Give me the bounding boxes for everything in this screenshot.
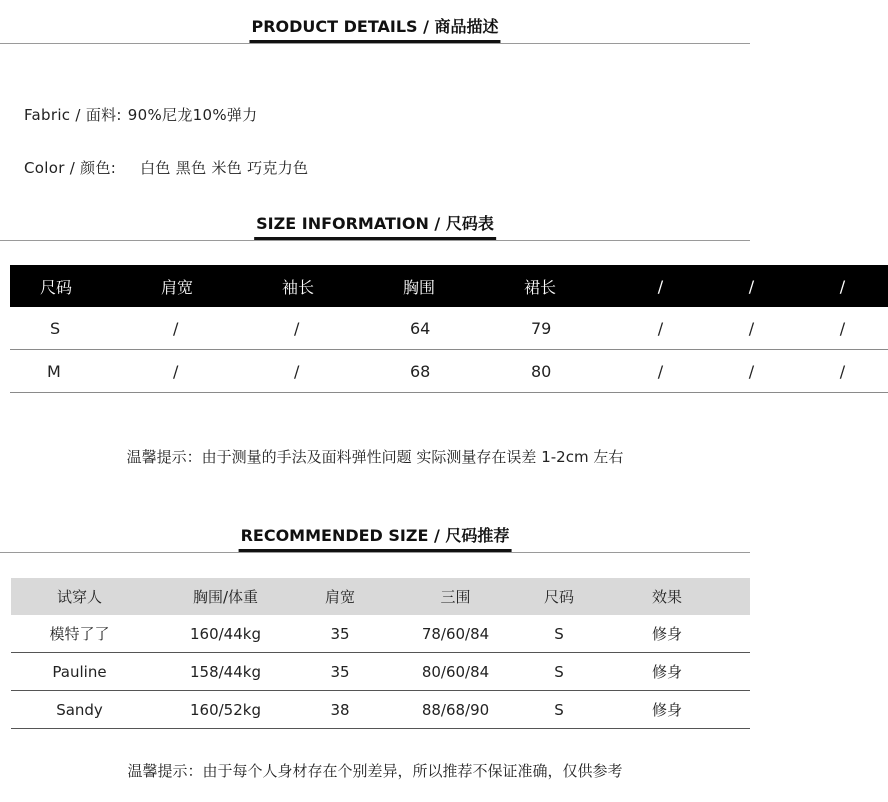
size-header-cell: 肩宽	[131, 265, 252, 307]
divider-line	[0, 43, 750, 44]
size-cell: M	[10, 350, 131, 393]
fabric-line	[24, 104, 257, 125]
size-header-cell: /	[706, 265, 797, 307]
recommended-cell: 修身	[584, 691, 750, 729]
size-header-cell: /	[615, 265, 706, 307]
size-cell: 80	[494, 350, 615, 393]
recommended-size-table	[11, 578, 750, 729]
recommended-size-title: RECOMMENDED SIZE / 尺码推荐	[239, 523, 512, 552]
divider-line	[0, 240, 750, 241]
recommendation-note: 温馨提示：由于每个人身材存在个别差异，所以推荐不保证准确，仅供参考	[127, 762, 623, 780]
product-details-header	[0, 14, 750, 44]
recommended-header-cell: 胸围/体重	[148, 578, 303, 615]
size-information-header	[0, 211, 750, 241]
table-row	[11, 691, 750, 729]
size-header-cell: 裙长	[494, 265, 615, 307]
recommended-cell: Sandy	[11, 691, 148, 729]
table-row	[10, 350, 888, 393]
size-cell: /	[797, 307, 888, 350]
recommended-header-cell: 尺码	[534, 578, 584, 615]
table-row	[10, 307, 888, 350]
recommended-cell: S	[534, 691, 584, 729]
size-cell: /	[615, 307, 706, 350]
size-header-cell: 袖长	[252, 265, 373, 307]
recommended-header-cell: 效果	[584, 578, 750, 615]
recommended-cell: 78/60/84	[377, 615, 534, 653]
recommended-header-cell: 试穿人	[11, 578, 148, 615]
fabric-value: 90%尼龙10%弹力	[127, 106, 258, 124]
size-cell: /	[615, 350, 706, 393]
recommended-header-cell: 肩宽	[303, 578, 377, 615]
recommended-cell: 修身	[584, 653, 750, 691]
size-cell: /	[252, 307, 373, 350]
recommended-cell: 88/68/90	[377, 691, 534, 729]
recommended-table-header-row	[11, 578, 750, 615]
color-line	[24, 157, 308, 178]
size-cell: 68	[373, 350, 494, 393]
size-cell: /	[131, 307, 252, 350]
recommended-cell: 修身	[584, 615, 750, 653]
color-value: 白色 黑色 米色 巧克力色	[140, 159, 309, 177]
size-cell: /	[131, 350, 252, 393]
size-cell: /	[797, 350, 888, 393]
recommended-cell: 80/60/84	[377, 653, 534, 691]
size-cell: 64	[373, 307, 494, 350]
recommended-cell: S	[534, 653, 584, 691]
recommended-cell: 38	[303, 691, 377, 729]
divider-line	[0, 552, 750, 553]
table-row	[11, 615, 750, 653]
size-table-header-row	[10, 265, 888, 307]
size-information-title: SIZE INFORMATION / 尺码表	[254, 211, 496, 240]
size-header-cell: 尺码	[10, 265, 131, 307]
size-cell: /	[706, 307, 797, 350]
table-row	[11, 653, 750, 691]
size-header-cell: 胸围	[373, 265, 494, 307]
recommended-cell: S	[534, 615, 584, 653]
color-label: Color / 颜色:	[24, 159, 117, 177]
recommended-cell: 35	[303, 653, 377, 691]
size-cell: /	[252, 350, 373, 393]
size-table	[10, 265, 888, 393]
recommended-cell: 35	[303, 615, 377, 653]
recommended-cell: 158/44kg	[148, 653, 303, 691]
recommended-header-cell: 三围	[377, 578, 534, 615]
product-details-title: PRODUCT DETAILS / 商品描述	[249, 14, 500, 43]
recommended-cell: 160/52kg	[148, 691, 303, 729]
size-cell: S	[10, 307, 131, 350]
size-cell: /	[706, 350, 797, 393]
measurement-note: 温馨提示：由于测量的手法及面料弹性问题 实际测量存在误差 1-2cm 左右	[126, 448, 624, 466]
size-header-cell: /	[797, 265, 888, 307]
fabric-label: Fabric / 面料:	[24, 106, 122, 124]
recommended-size-header	[0, 523, 750, 553]
recommended-cell: 模特了了	[11, 615, 148, 653]
size-cell: 79	[494, 307, 615, 350]
recommended-cell: 160/44kg	[148, 615, 303, 653]
recommended-cell: Pauline	[11, 653, 148, 691]
